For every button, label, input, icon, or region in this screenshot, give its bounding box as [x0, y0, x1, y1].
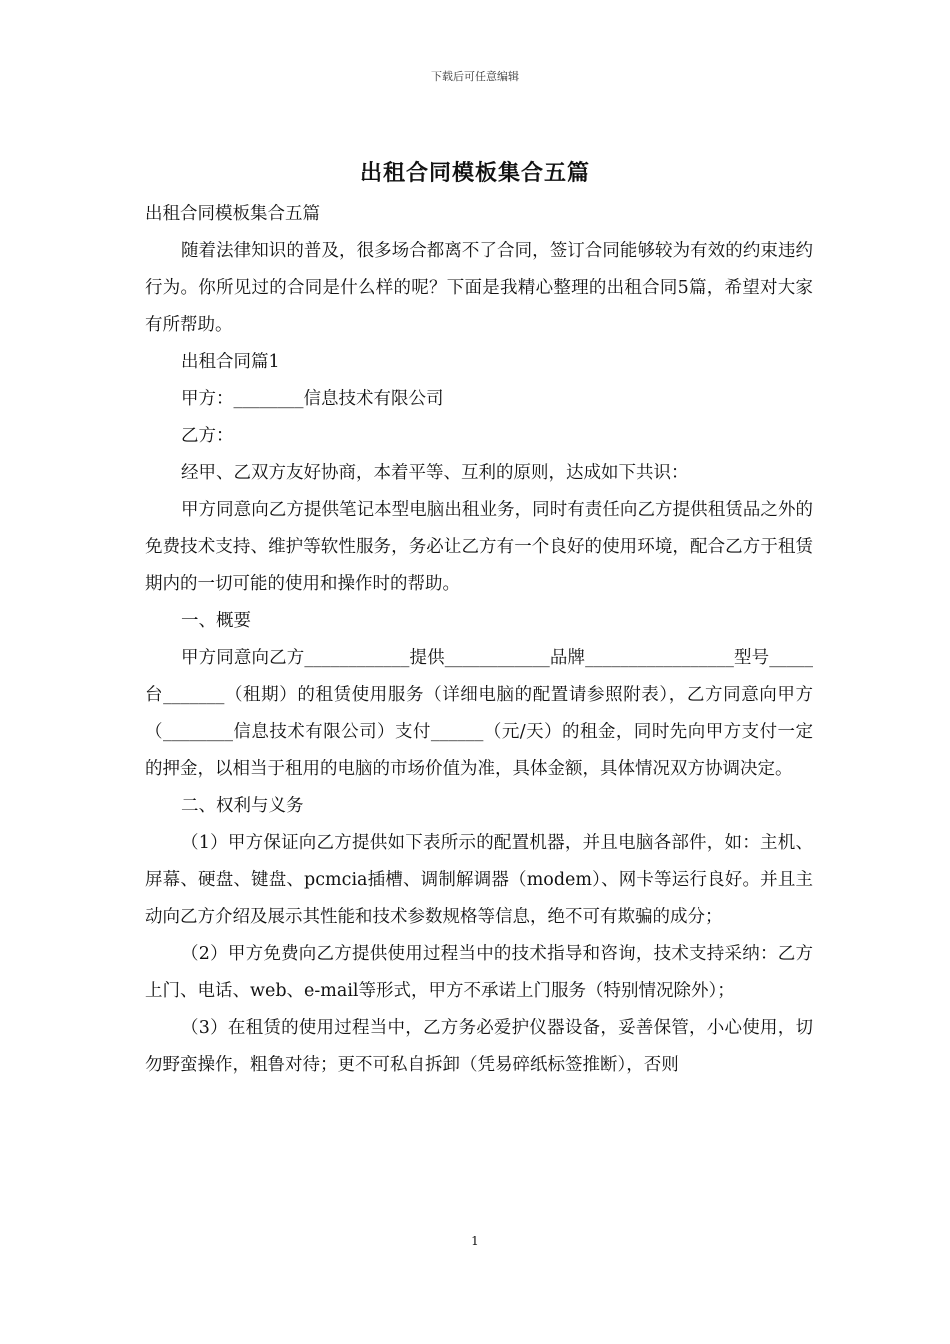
intro-paragraph: 随着法律知识的普及，很多场合都离不了合同，签订合同能够较为有效的约束违约行为。你所见过的合同是什么样的呢？下面是我精心整理的出租合同5篇，希望对大家有所帮助。	[145, 241, 813, 335]
clause-1-paragraph: （1）甲方保证向乙方提供如下表所示的配置机器，并且电脑各部件，如：主机、屏幕、硬盘、键盘、pcmcia插槽、调制解调器（modem）、网卡等运行良好。并且主动向乙方介绍及展示其性能和技术参数规格等信息，绝不可有欺骗的成分；	[145, 833, 813, 927]
party-a-line: 甲方：________信息技术有限公司	[181, 389, 444, 409]
heading-rights-obligations: 二、权利与义务	[181, 796, 304, 816]
header-note: 下载后可任意编辑	[431, 70, 519, 83]
section-heading-contract-1: 出租合同篇1	[181, 352, 280, 372]
service-paragraph: 甲方同意向乙方提供笔记本型电脑出租业务，同时有责任向乙方提供租赁品之外的免费技术支持、维护等软性服务，务必让乙方有一个良好的使用环境，配合乙方于租赁期内的一切可能的使用和操作时的帮助。	[145, 500, 813, 594]
clause-2-paragraph: （2）甲方免费向乙方提供使用过程当中的技术指导和咨询，技术支持采纳：乙方上门、电话、web、e-mail等形式，甲方不承诺上门服务（特别情况除外）；	[145, 944, 813, 1001]
heading-overview: 一、概要	[181, 611, 251, 631]
document-body	[145, 196, 813, 1084]
page-number: 1	[471, 1234, 479, 1248]
overview-paragraph: 甲方同意向乙方____________提供____________品牌_________________型号_____台_______（租期）的租赁使用服务（详细电脑的配置请参照附表），乙方同意向甲方（________信息技术有限公司）支付______（元/天）的租金，同时先向甲方支付一定的押金，以相当于租用的电脑的市场价值为准，具体金额，具体情况双方协调决定。	[145, 648, 813, 779]
document-title: 出租合同模板集合五篇	[359, 160, 590, 186]
consensus-paragraph: 经甲、乙双方友好协商，本着平等、互利的原则，达成如下共识：	[181, 463, 689, 483]
party-b-line: 乙方：	[181, 426, 234, 446]
clause-3-paragraph: （3）在租赁的使用过程当中，乙方务必爱护仪器设备，妥善保管，小心使用，切勿野蛮操作，粗鲁对待；更不可私自拆卸（凭易碎纸标签推断），否则	[145, 1018, 813, 1075]
subtitle-paragraph: 出租合同模板集合五篇	[145, 204, 320, 224]
